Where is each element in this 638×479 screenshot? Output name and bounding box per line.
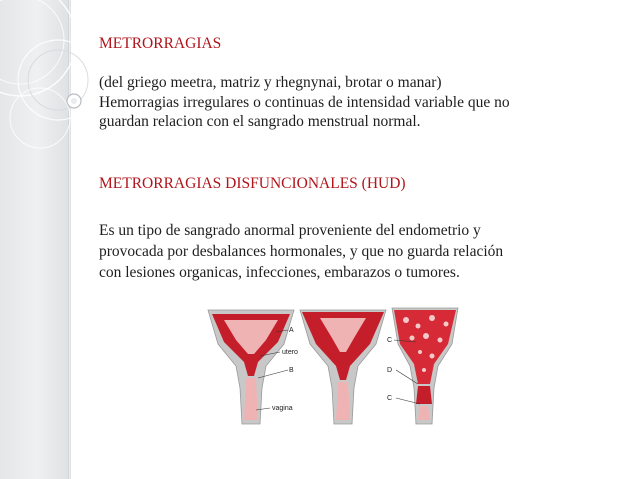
label-a: A [289,327,294,334]
uterus-illustration [202,300,462,428]
label-c-bottom: C [387,395,393,402]
heading-metrorragias: METRORRAGIAS [99,35,222,52]
heading-hud: METRORRAGIAS DISFUNCIONALES (HUD) [99,175,406,192]
para1-line-3: guardan relacion con el sangrado menstrual normal. [99,113,421,130]
label-c-top: C [387,337,393,344]
label-b: B [289,367,294,374]
para2-line-2: provocada por desbalances hormonales, y que no guarda relación [99,243,504,260]
para2-line-1: Es un tipo de sangrado anormal proveniente del endometrio y [99,222,481,239]
label-d: D [387,367,393,374]
para1-line-2: Hemorragias irregulares o continuas de intensidad variable que no [99,93,510,111]
label-vagina: vagina [272,405,293,412]
para1-line-1: (del griego meetra, matriz y rhegnynai, brotar o manar) [99,74,442,91]
para2-line-3: con lesiones organicas, infecciones, embarazos o tumores. [99,264,460,281]
label-utero: utero [282,349,298,356]
